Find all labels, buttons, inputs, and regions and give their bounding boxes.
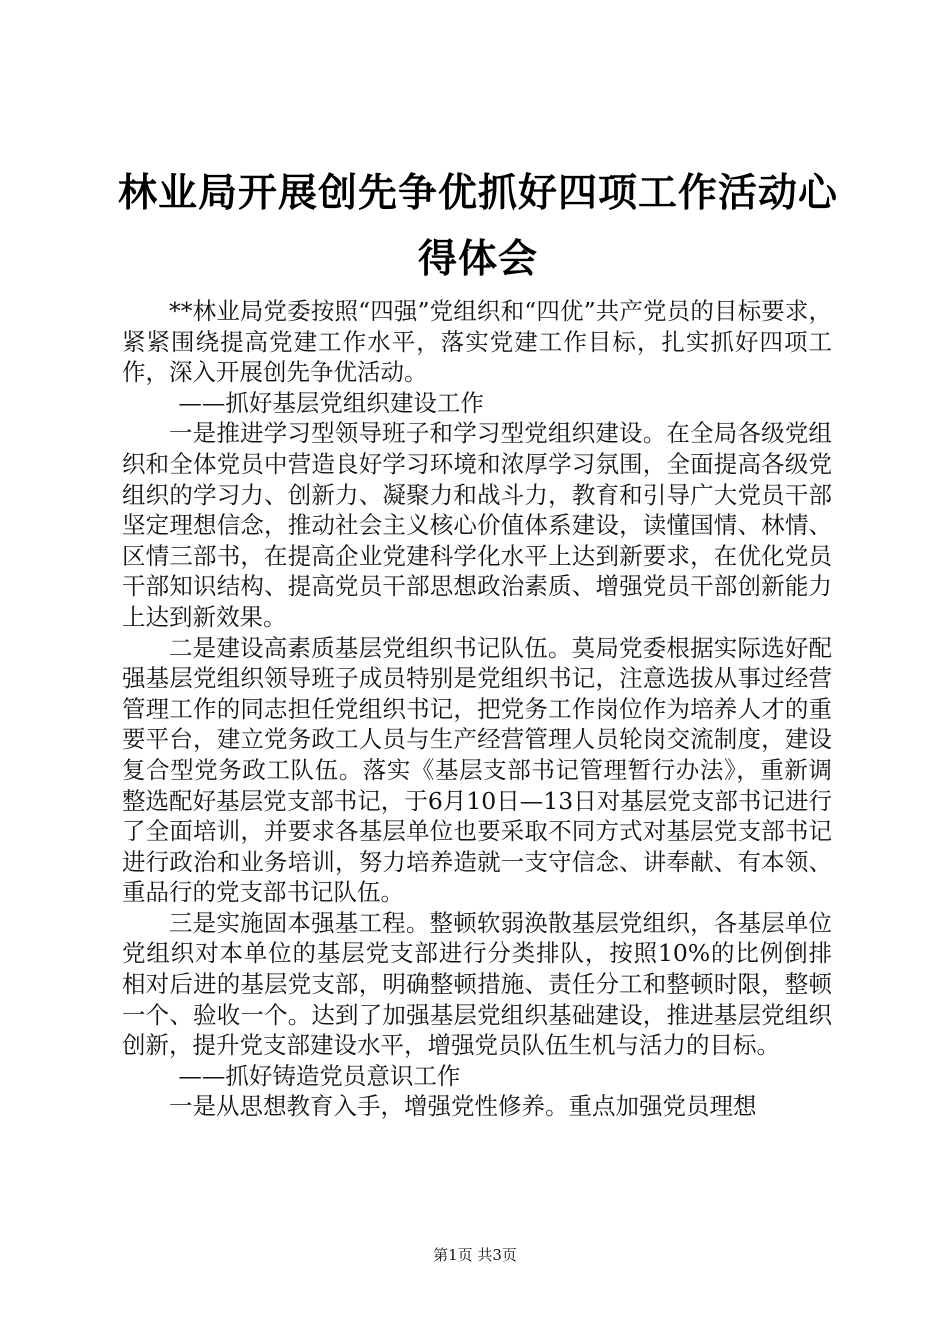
paragraph-intro: **林业局党委按照“四强”党组织和“四优”共产党员的目标要求，紧紧围绕提高党建工作水平，落实党建工作目标，扎实抓好四项工作，深入开展创先争优活动。 <box>122 297 832 387</box>
document-title: 林业局开展创先争优抓好四项工作活动心得体会 <box>118 170 839 282</box>
page-footer: 第1页 共3页 <box>433 1246 517 1264</box>
paragraph-1-2: 二是建设高素质基层党组织书记队伍。莫局党委根据实际选好配强基层党组织领导班子成员特别是党组织书记，注意选拔从事过经营管理工作的同志担任党组织书记，把党务工作岗位作为培养人才的重要平台，建立党务政工人员与生产经营管理人员轮岗交流制度，建设复合型党务政工队伍。落实《基层支部书记管理暂行办法》，重新调整选配好基层党支部书记，于6月10日—13日对基层党支部书记进行了全面培训，并要求各基层单位也要采取不同方式对基层党支部书记进行政治和业务培训，努力培养造就一支守信念、讲奉献、有本领、重品行的党支部书记队伍。 <box>122 633 832 907</box>
paragraph-2-1: 一是从思想教育入手，增强党性修养。重点加强党员理想 <box>169 1092 757 1121</box>
paragraph-1-1: 一是推进学习型领导班子和学习型党组织建设。在全局各级党组织和全体党员中营造良好学习环境和浓厚学习氛围，全面提高各级党组织的学习力、创新力、凝聚力和战斗力，教育和引导广大党员干部坚定理想信念，推动社会主义核心价值体系建设，读懂国情、林情、区情三部书，在提高企业党建科学化水平上达到新要求，在优化党员干部知识结构、提高党员干部思想政治素质、增强党员干部创新能力上达到新效果。 <box>122 419 832 631</box>
section-heading-2: ——抓好铸造党员意识工作 <box>178 1061 461 1090</box>
paragraph-1-3: 三是实施固本强基工程。整顿软弱涣散基层党组织，各基层单位党组织对本单位的基层党支部进行分类排队，按照10%的比例倒排相对后进的基层党支部，明确整顿措施、责任分工和整顿时限，整顿一个、验收一个。达到了加强基层党组织基础建设，推进基层党组织创新，提升党支部建设水平，增强党员队伍生机与活力的目标。 <box>122 908 832 1060</box>
section-heading-1: ——抓好基层党组织建设工作 <box>178 388 484 417</box>
document-body <box>122 296 832 1122</box>
